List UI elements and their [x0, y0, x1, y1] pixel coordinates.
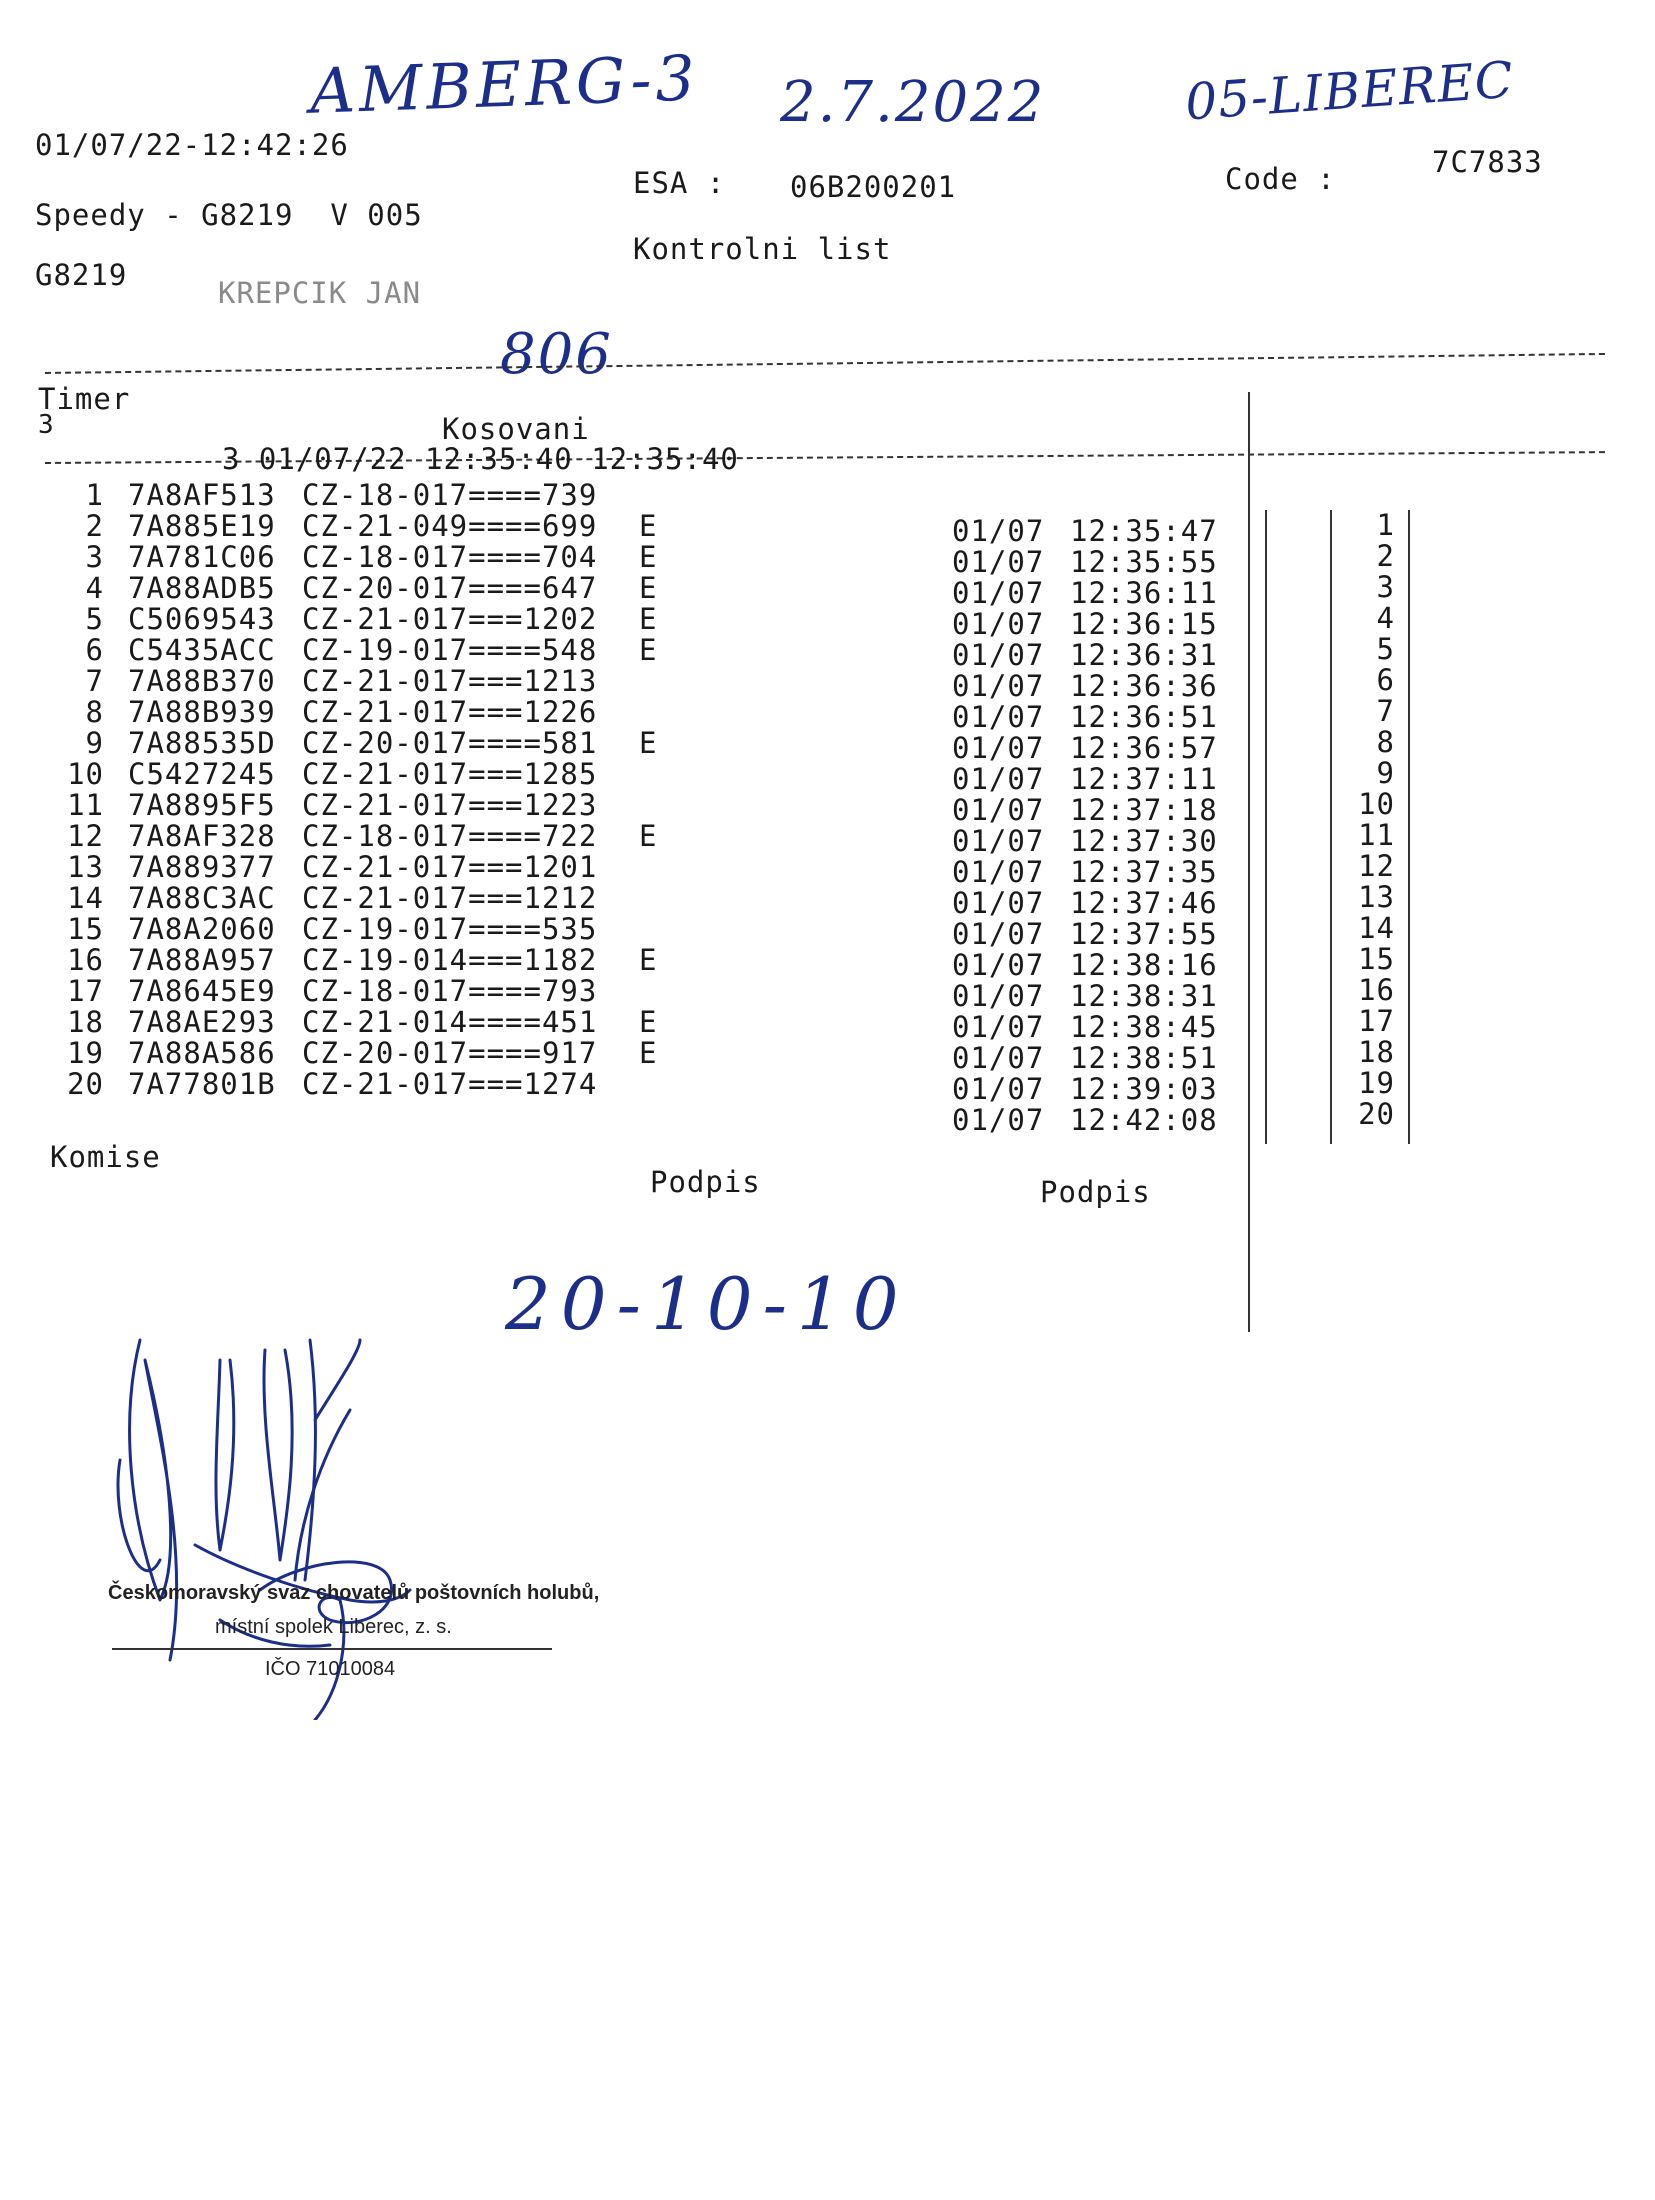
ring-code: C5435ACC [128, 633, 276, 667]
e-flag: E [639, 571, 658, 605]
arrival-date: 01/07 [952, 731, 1045, 765]
device-info: Speedy - G8219 V 005 [35, 198, 423, 232]
row-number: 18 [67, 1005, 104, 1039]
arrival-order: 7 [1376, 694, 1395, 728]
arrival-order: 10 [1358, 787, 1395, 821]
row-number: 1 [85, 478, 104, 512]
arrival-time: 12:38:45 [1070, 1010, 1218, 1044]
ring-number: CZ-21-017===1202 [302, 602, 598, 636]
ring-code: 7A781C06 [128, 540, 276, 574]
row-number: 11 [67, 788, 104, 822]
arrival-date: 01/07 [952, 638, 1045, 672]
row-number: 15 [67, 912, 104, 946]
arrival-order: 3 [1376, 570, 1395, 604]
ring-code: C5427245 [128, 757, 276, 791]
row-number: 13 [67, 850, 104, 884]
podpis-label-1: Podpis [650, 1165, 761, 1199]
arrival-time: 12:37:11 [1070, 762, 1218, 796]
arrival-date: 01/07 [952, 1010, 1045, 1044]
arrival-date: 01/07 [952, 669, 1045, 703]
ring-code: 7A88B370 [128, 664, 276, 698]
arrival-order: 19 [1358, 1066, 1395, 1100]
arrival-order: 15 [1358, 942, 1395, 976]
row-number: 17 [67, 974, 104, 1008]
arrival-order: 16 [1358, 973, 1395, 1007]
arrival-time: 12:37:35 [1070, 855, 1218, 889]
ring-number: CZ-19-017====535 [302, 912, 598, 946]
ring-code: 7A88A957 [128, 943, 276, 977]
arrival-order: 5 [1376, 632, 1395, 666]
table-row [0, 1067, 1655, 1137]
stamp-line-1: Českomoravský svaz chovatelů poštovních holubů, [108, 1582, 600, 1604]
timer-line: 3 01/07/22 12:35:40 12:35:40 [222, 442, 739, 476]
ring-code: 7A88B939 [128, 695, 276, 729]
arrival-time: 12:37:18 [1070, 793, 1218, 827]
arrival-date: 01/07 [952, 979, 1045, 1013]
row-number: 16 [67, 943, 104, 977]
arrival-time: 12:39:03 [1070, 1072, 1218, 1106]
ring-code: 7A8AF513 [128, 478, 276, 512]
handwritten-date: 2.7.2022 [780, 70, 1046, 135]
arrival-time: 12:38:31 [1070, 979, 1218, 1013]
handwritten-result: 20-10-10 [505, 1262, 909, 1346]
ring-code: 7A8895F5 [128, 788, 276, 822]
arrival-order: 2 [1376, 539, 1395, 573]
e-flag: E [639, 1036, 658, 1070]
row-number: 20 [67, 1067, 104, 1101]
handwritten-race: AMBERG-3 [308, 41, 700, 128]
ring-number: CZ-21-017===1274 [302, 1067, 598, 1101]
arrival-time: 12:36:15 [1070, 607, 1218, 641]
code-label: Code : [1225, 162, 1336, 196]
ring-code: 7A77801B [128, 1067, 276, 1101]
arrival-date: 01/07 [952, 545, 1045, 579]
row-number: 14 [67, 881, 104, 915]
arrival-time: 12:36:36 [1070, 669, 1218, 703]
separator-top [45, 353, 1605, 374]
code-value: 7C7833 [1432, 145, 1543, 179]
ring-number: CZ-21-017===1213 [302, 664, 598, 698]
ring-number: CZ-18-017====722 [302, 819, 598, 853]
arrival-time: 12:37:55 [1070, 917, 1218, 951]
arrival-order: 1 [1376, 508, 1395, 542]
arrival-date: 01/07 [952, 793, 1045, 827]
arrival-time: 12:42:08 [1070, 1103, 1218, 1137]
e-flag: E [639, 602, 658, 636]
ring-number: CZ-18-017====704 [302, 540, 598, 574]
e-flag: E [639, 633, 658, 667]
arrival-date: 01/07 [952, 762, 1045, 796]
arrival-order: 8 [1376, 725, 1395, 759]
arrival-order: 11 [1358, 818, 1395, 852]
ring-number: CZ-21-049====699 [302, 509, 598, 543]
arrival-time: 12:37:46 [1070, 886, 1218, 920]
ring-code: 7A885E19 [128, 509, 276, 543]
ring-code: 7A88ADB5 [128, 571, 276, 605]
ring-number: CZ-21-017===1226 [302, 695, 598, 729]
e-flag: E [639, 943, 658, 977]
esa-label: ESA : [633, 166, 726, 200]
ring-number: CZ-20-017====917 [302, 1036, 598, 1070]
ring-number: CZ-20-017====647 [302, 571, 598, 605]
arrival-date: 01/07 [952, 576, 1045, 610]
owner-id: G8219 [35, 258, 128, 292]
ring-number: CZ-19-017====548 [302, 633, 598, 667]
arrival-date: 01/07 [952, 1041, 1045, 1075]
arrival-date: 01/07 [952, 700, 1045, 734]
arrival-date: 01/07 [952, 1072, 1045, 1106]
ring-number: CZ-18-017====739 [302, 478, 598, 512]
handwritten-number: 806 [500, 322, 613, 387]
arrival-order: 4 [1376, 601, 1395, 635]
timer-place: Kosovani [442, 412, 590, 446]
arrival-time: 12:37:30 [1070, 824, 1218, 858]
arrival-date: 01/07 [952, 607, 1045, 641]
arrival-date: 01/07 [952, 1103, 1045, 1137]
row-number: 7 [85, 664, 104, 698]
arrival-date: 01/07 [952, 855, 1045, 889]
ring-code: 7A88535D [128, 726, 276, 760]
arrival-order: 20 [1358, 1097, 1395, 1131]
arrival-time: 12:35:47 [1070, 514, 1218, 548]
row-number: 6 [85, 633, 104, 667]
arrival-date: 01/07 [952, 948, 1045, 982]
e-flag: E [639, 819, 658, 853]
row-number: 9 [85, 726, 104, 760]
arrival-order: 17 [1358, 1004, 1395, 1038]
row-number: 8 [85, 695, 104, 729]
ring-code: 7A8AF328 [128, 819, 276, 853]
arrival-date: 01/07 [952, 917, 1045, 951]
arrival-time: 12:38:51 [1070, 1041, 1218, 1075]
ring-code: C5069543 [128, 602, 276, 636]
arrival-order: 18 [1358, 1035, 1395, 1069]
arrival-order: 12 [1358, 849, 1395, 883]
arrival-date: 01/07 [952, 886, 1045, 920]
podpis-label-2: Podpis [1040, 1175, 1151, 1209]
komise-label: Komise [50, 1140, 161, 1174]
ring-number: CZ-21-017===1201 [302, 850, 598, 884]
row-number: 19 [67, 1036, 104, 1070]
ring-code: 7A88A586 [128, 1036, 276, 1070]
ring-number: CZ-20-017====581 [302, 726, 598, 760]
arrival-time: 12:38:16 [1070, 948, 1218, 982]
print-datetime: 01/07/22-12:42:26 [35, 128, 349, 162]
ring-number: CZ-21-014====451 [302, 1005, 598, 1039]
ring-number: CZ-18-017====793 [302, 974, 598, 1008]
ring-number: CZ-21-017===1223 [302, 788, 598, 822]
ring-code: 7A8AE293 [128, 1005, 276, 1039]
arrival-date: 01/07 [952, 824, 1045, 858]
arrival-order: 13 [1358, 880, 1395, 914]
arrival-order: 6 [1376, 663, 1395, 697]
ring-code: 7A88C3AC [128, 881, 276, 915]
ring-code: 7A8645E9 [128, 974, 276, 1008]
ring-number: CZ-19-014===1182 [302, 943, 598, 977]
stamp-line-3: IČO 71010084 [265, 1658, 396, 1680]
e-flag: E [639, 1005, 658, 1039]
arrival-time: 12:35:55 [1070, 545, 1218, 579]
ring-code: 7A889377 [128, 850, 276, 884]
ring-code: 7A8A2060 [128, 912, 276, 946]
arrival-time: 12:36:31 [1070, 638, 1218, 672]
row-number: 2 [85, 509, 104, 543]
row-number: 10 [67, 757, 104, 791]
arrival-time: 12:36:57 [1070, 731, 1218, 765]
stamp-rule [112, 1648, 552, 1650]
signature-scribble [100, 1300, 480, 1720]
row-number: 5 [85, 602, 104, 636]
owner-name: KREPCIK JAN [218, 276, 422, 310]
row-number: 12 [67, 819, 104, 853]
arrival-time: 12:36:11 [1070, 576, 1218, 610]
arrival-time: 12:36:51 [1070, 700, 1218, 734]
row-number: 4 [85, 571, 104, 605]
arrival-order: 14 [1358, 911, 1395, 945]
ring-number: CZ-21-017===1285 [302, 757, 598, 791]
e-flag: E [639, 726, 658, 760]
esa-value: 06B200201 [790, 170, 957, 204]
ring-number: CZ-21-017===1212 [302, 881, 598, 915]
document-type: Kontrolni list [633, 232, 892, 266]
handwritten-club: 05-LIBEREC [1183, 50, 1516, 132]
e-flag: E [639, 540, 658, 574]
timer-label: Timer [38, 382, 131, 416]
arrival-date: 01/07 [952, 514, 1045, 548]
arrival-order: 9 [1376, 756, 1395, 790]
e-flag: E [639, 509, 658, 543]
timer-value: 3 [38, 410, 55, 440]
row-number: 3 [85, 540, 104, 574]
stamp-line-2: místní spolek Liberec, z. s. [215, 1616, 452, 1638]
